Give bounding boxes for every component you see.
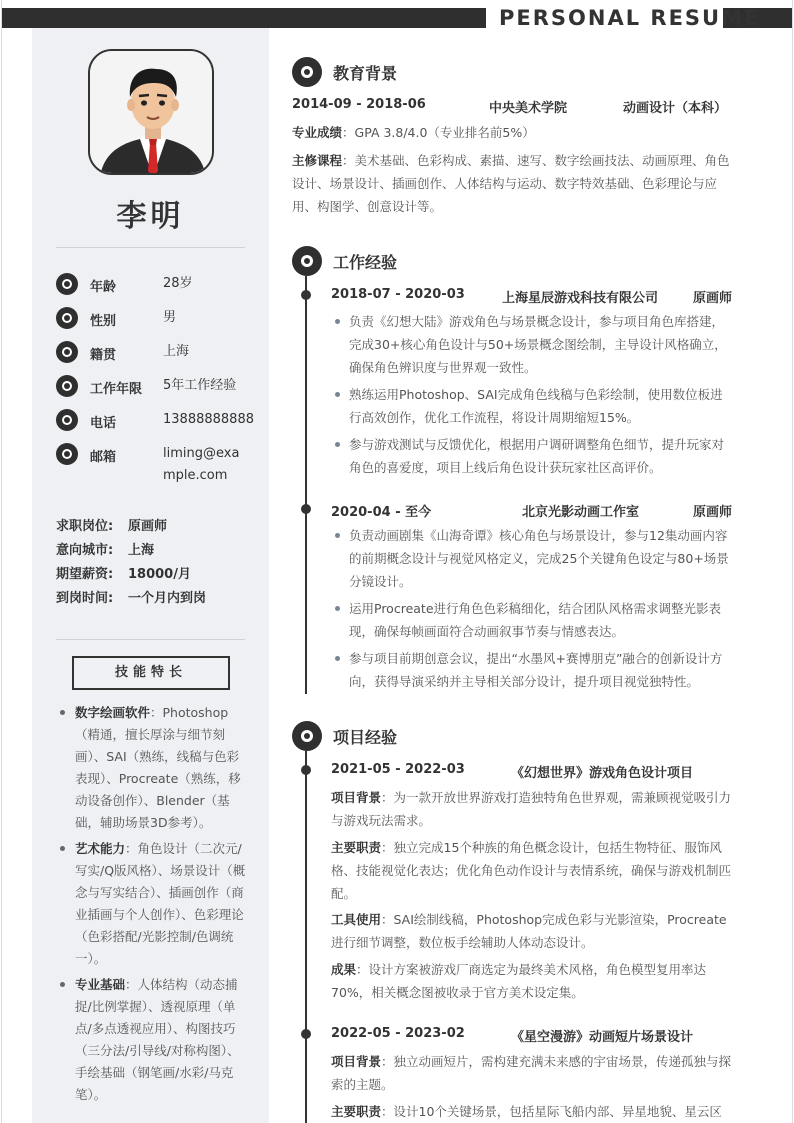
job-row [56, 587, 207, 606]
project-result [331, 958, 735, 1004]
project-tools [331, 908, 735, 954]
work-bullet: 熟练运用Photoshop、SAI完成角色线稿与色彩绘制，使用数位板进行高效创作，优化工作流程，将设计周期缩短15%。 [331, 383, 735, 429]
avatar-portrait [90, 51, 214, 175]
work-entry-head [331, 287, 735, 305]
banner-bar-left [2, 8, 486, 28]
work-bullet: 负责动画剧集《山海奇谭》核心角色与场景设计，参与12集动画内容的前期概念设计与视觉风格定义，完成25个关键角色设定与80+场景分镜设计。 [331, 524, 735, 593]
job-value: 一个月内到岗 [128, 591, 207, 606]
work-timeline [305, 276, 307, 694]
job-label: 期望薪资: [56, 567, 114, 582]
proj-label: 成果 [331, 962, 357, 977]
skills-list [58, 702, 248, 1110]
info-value: 13888888888 [163, 412, 254, 427]
job-value: 上海 [128, 543, 155, 558]
score-text: ：GPA 3.8/4.0（专业排名前5%） [342, 125, 535, 140]
education-period: 2014-09 - 2018-06 [292, 97, 426, 112]
bullet-icon [56, 273, 78, 295]
education-line [292, 97, 732, 115]
education-major: 动画设计（本科） [623, 101, 728, 116]
info-row-hometown [56, 341, 256, 365]
skill-key: 艺术能力 [75, 841, 126, 856]
timeline-dot [301, 504, 311, 514]
project-period: 2021-05 - 2022-03 [331, 762, 465, 777]
proj-text: ：独立动画短片，需构建充满未来感的宇宙场景，传递孤独与探索的主题。 [331, 1054, 732, 1092]
bullet-icon [56, 375, 78, 397]
work-role: 原画师 [693, 505, 733, 520]
job-row [56, 515, 168, 534]
project-entry-head [331, 762, 735, 780]
proj-text: ：独立完成15个种族的角色概念设计，包括生物特征、服饰风格、技能视觉化表达；优化角色动作设计与表情系统，确保与游戏机制匹配。 [331, 840, 732, 901]
proj-label: 主要职责 [331, 840, 382, 855]
project-timeline [305, 751, 307, 1123]
sidebar-divider [56, 247, 245, 248]
proj-label: 主要职责 [331, 1104, 382, 1119]
project-period: 2022-05 - 2023-02 [331, 1026, 465, 1041]
info-label: 电话 [90, 416, 117, 431]
timeline-dot [301, 765, 311, 775]
skill-item [58, 702, 248, 834]
info-value: 男 [163, 310, 177, 325]
timeline-dot [301, 1029, 311, 1039]
section-work [292, 246, 732, 276]
section-education [292, 57, 732, 87]
info-row-age [56, 273, 256, 297]
info-label: 年龄 [90, 280, 117, 295]
job-label: 求职岗位: [56, 519, 114, 534]
proj-text: ：设计方案被游戏厂商选定为最终美术风格，角色模型复用率达70%，相关概念图被收录于官方美术设定集。 [331, 962, 707, 1000]
proj-label: 项目背景 [331, 790, 382, 805]
project-background [331, 1050, 735, 1096]
work-company: 上海星辰游戏科技有限公司 [502, 291, 659, 306]
proj-label: 项目背景 [331, 1054, 382, 1069]
timeline-dot [301, 290, 311, 300]
info-value: 28岁 [163, 276, 193, 291]
work-company: 北京光影动画工作室 [522, 505, 640, 520]
avatar [88, 49, 214, 175]
resume-page [1, 0, 793, 1123]
bullet-icon [56, 307, 78, 329]
info-row-email [56, 443, 256, 491]
education-school: 中央美术学院 [489, 101, 568, 116]
bullet-icon [56, 409, 78, 431]
courses-label: 主修课程 [292, 153, 343, 168]
info-value: 上海 [163, 344, 190, 359]
info-label: 籍贯 [90, 348, 117, 363]
work-bullets [331, 310, 735, 483]
info-label: 工作年限 [90, 382, 143, 397]
info-row-experience [56, 375, 256, 399]
proj-text: ：为一款开放世界游戏打造独特角色世界观，需兼顾视觉吸引力与游戏玩法需求。 [331, 790, 732, 828]
bullet-icon [56, 341, 78, 363]
project-background [331, 786, 735, 832]
bullet-icon [56, 443, 78, 465]
project-entry-head [331, 1026, 735, 1044]
skill-text: ：角色设计（二次元/写实/Q版风格）、场景设计（概念与写实结合）、插画创作（商业插画与个人创作）、色彩理论（色彩搭配/光影控制/色调统一）。 [75, 841, 246, 966]
work-bullet: 参与项目前期创意会议，提出“水墨风+赛博朋克”融合的创新设计方向，获得导演采纳并主导相关部分设计，提升项目视觉独特性。 [331, 647, 735, 693]
work-bullets [331, 524, 735, 697]
sidebar [32, 28, 269, 1123]
job-label: 意向城市: [56, 543, 114, 558]
education-courses [292, 149, 734, 218]
skill-key: 数字绘画软件 [75, 705, 151, 720]
proj-label: 工具使用 [331, 912, 382, 927]
banner-title: PERSONAL RESUME [499, 6, 761, 30]
proj-text: ：SAI绘制线稿，Photoshop完成色彩与光影渲染，Procreate进行细节调整，数位板手绘辅助人体动态设计。 [331, 912, 727, 950]
work-role: 原画师 [693, 291, 733, 306]
project-duty [331, 836, 735, 905]
project-name: 《幻想世界》游戏角色设计项目 [511, 766, 694, 781]
job-row [56, 539, 155, 558]
work-entry-head [331, 501, 735, 519]
info-label: 性别 [90, 314, 117, 329]
courses-text: ：美术基础、色彩构成、素描、速写、数字绘画技法、动画原理、角色设计、场景设计、插画创作、人体结构与运动、数字特效基础、色彩理论与应用、构图学、创意设计等。 [292, 153, 730, 214]
job-row [56, 563, 191, 582]
info-value: liming@example.com [163, 446, 240, 483]
work-period: 2020-04 - 至今 [331, 505, 432, 520]
project-name: 《星空漫游》动画短片场景设计 [511, 1030, 694, 1045]
info-value: 5年工作经验 [163, 378, 237, 393]
project-duty [331, 1100, 735, 1123]
info-row-phone [56, 409, 256, 433]
job-value: 18000/月 [128, 567, 191, 582]
job-label: 到岗时间: [56, 591, 114, 606]
skill-text: ：Photoshop（精通，擅长厚涂与细节刻画）、SAI（熟练，线稿与色彩表现）、Procreate（熟练，移动设备创作）、Blender（基础，辅助场景3D参考）。 [75, 705, 241, 830]
section-icon [292, 57, 322, 87]
work-bullet: 参与游戏测试与反馈优化，根据用户调研调整角色细节，提升玩家对角色的喜爱度，项目上线后角色设计获玩家社区高评价。 [331, 433, 735, 479]
sidebar-divider [56, 639, 245, 640]
section-title: 项目经验 [333, 728, 398, 747]
work-bullet: 运用Procreate进行角色色彩稿细化，结合团队风格需求调整光影表现，确保每帧画面符合动画叙事节奏与情感表达。 [331, 597, 735, 643]
section-icon [292, 721, 322, 751]
skill-item [58, 974, 248, 1106]
score-label: 专业成绩 [292, 125, 343, 140]
skill-item [58, 838, 248, 970]
section-title: 教育背景 [333, 64, 398, 83]
job-value: 原画师 [128, 519, 168, 534]
education-score [292, 121, 734, 144]
skill-key: 专业基础 [75, 977, 126, 992]
skills-title: 技能特长 [72, 656, 230, 690]
section-icon [292, 246, 322, 276]
proj-text: ：设计10个关键场景，包括星际飞船内部、异星地貌、星云区 [381, 1104, 722, 1119]
skill-text: ：人体结构（动态捕捉/比例掌握）、透视原理（单点/多点透视应用）、构图技巧（三分法/引导线/对称构图）、手绘基础（钢笔画/水彩/马克笔）。 [75, 977, 240, 1102]
profile-name: 李明 [116, 199, 185, 234]
work-bullet: 负责《幻想大陆》游戏角色与场景概念设计，参与项目角色库搭建，完成30+核心角色设计与50+场景概念图绘制，主导设计风格确立，确保角色辨识度与世界观一致性。 [331, 310, 735, 379]
section-projects [292, 721, 732, 751]
info-row-gender [56, 307, 256, 331]
info-label: 邮箱 [90, 450, 117, 465]
work-period: 2018-07 - 2020-03 [331, 287, 465, 302]
section-title: 工作经验 [333, 253, 398, 272]
